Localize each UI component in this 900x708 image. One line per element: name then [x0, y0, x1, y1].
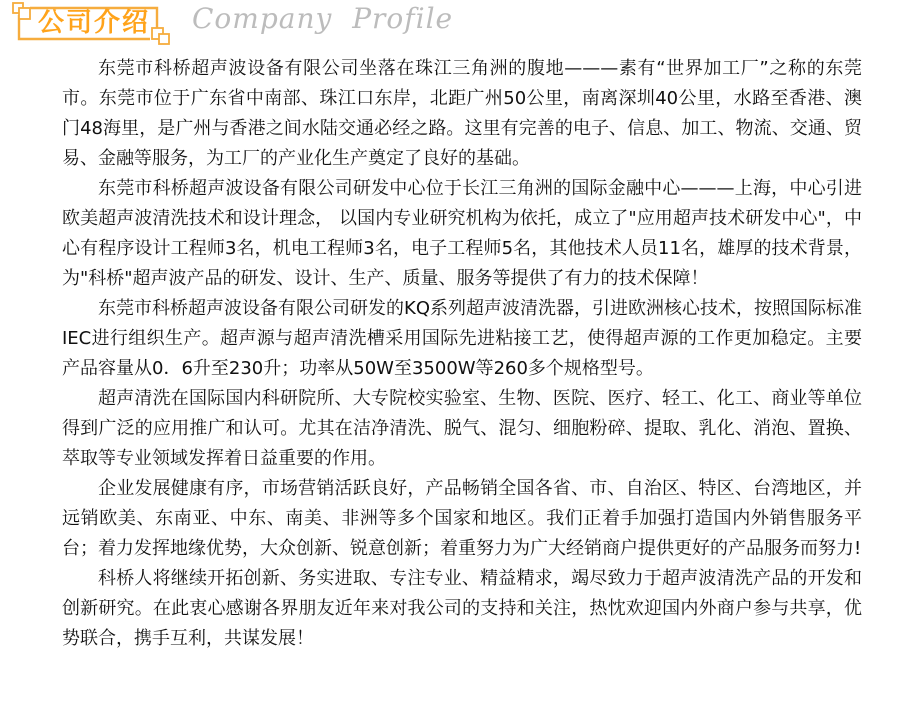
fret-ornament-icon: [152, 28, 169, 44]
profile-paragraph: 超声清洗在国际国内科研院所、大专院校实验室、生物、医院、医疗、轻工、化工、商业等单位得到广泛的应用推广和认可。尤其在洁净清洗、脱气、混匀、细胞粉碎、提取、乳化、消泡、置换、萃取等专业领域发挥着日益重要的作用。: [62, 388, 862, 469]
fret-ornament-icon: [13, 3, 30, 19]
section-title-cn: 公司介绍: [37, 8, 150, 38]
profile-paragraph: 东莞市科桥超声波设备有限公司研发的KQ系列超声波清洗器，引进欧洲核心技术，按照国际标准IEC进行组织生产。超声源与超声清洗槽采用国际先进粘接工艺，使得超声源的工作更加稳定。主要产品容量从0．6升至230升；功率从50W至3500W等260多个规格型号。: [62, 298, 862, 379]
profile-paragraph: 科桥人将继续开拓创新、务实进取、专注专业、精益精求，竭尽致力于超声波清洗产品的开发和创新研究。在此衷心感谢各界朋友近年来对我公司的支持和关注，热忱欢迎国内外商户参与共享，优势联合，携手互利，共谋发展！: [62, 568, 862, 649]
profile-paragraph: 东莞市科桥超声波设备有限公司研发中心位于长江三角洲的国际金融中心———上海，中心引进欧美超声波清洗技术和设计理念， 以国内专业研究机构为依托，成立了"应用超声技术研发中心"，中心有程序设计工程师3名，机电工程师3名，电子工程师5名，其他技术人员11名，雄厚的技术背景，为"科桥"超声波产品的研发、设计、生产、质量、服务等提供了有力的技术保障！: [62, 178, 862, 289]
profile-paragraph: 东莞市科桥超声波设备有限公司坐落在珠江三角洲的腹地———素有“世界加工厂”之称的东莞市。东莞市位于广东省中南部、珠江口东岸，北距广州50公里，南离深圳40公里，水路至香港、澳门48海里，是广州与香港之间水陆交通必经之路。这里有完善的电子、信息、加工、物流、交通、贸易、金融等服务，为工厂的产业化生产奠定了良好的基础。: [62, 58, 862, 169]
profile-text: [62, 54, 862, 654]
page-header: [0, 0, 900, 50]
profile-paragraph: 企业发展健康有序，市场营销活跃良好，产品畅销全国各省、市、自治区、特区、台湾地区，并远销欧美、东南亚、中东、南美、非洲等多个国家和地区。我们正着手加强打造国内外销售服务平台；着力发挥地缘优势，大众创新、锐意创新；着重努力为广大经销商户提供更好的产品服务而努力!: [62, 478, 862, 559]
section-title-en: Company Profile: [192, 2, 454, 35]
section-title-badge: [6, 0, 184, 50]
